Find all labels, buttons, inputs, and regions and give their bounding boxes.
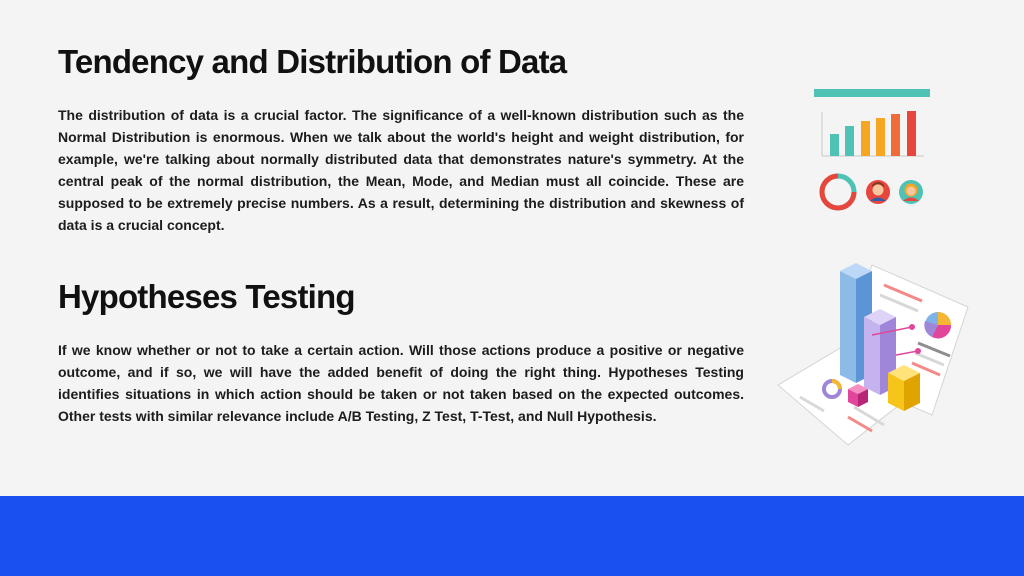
yellow-cube-icon: [888, 365, 920, 411]
avatar-man-icon: [866, 180, 890, 204]
section-title-distribution: Tendency and Distribution of Data: [58, 43, 567, 80]
isometric-report-illustration-icon: [772, 255, 974, 451]
analytics-illustration-icon: [806, 84, 942, 216]
section-body-hypotheses: If we know whether or not to take a certain action. Will those actions produce a positive or negative outcome, and if so, we will have the added benefit of doing the right thing. Hypotheses Testing identifies situations in which action should be taken or not taken based on the expected outcomes. Other tests with similar relevance include A/B Testing, Z Test, T-Test, and Null Hypothesis.: [58, 342, 744, 424]
section-body-distribution: The distribution of data is a crucial factor. The significance of a well-known distribution such as the Normal Distribution is enormous. When we talk about the world's height and weight distribution, for example, we're talking about normally distributed data that demonstrates nature's symmetry. At the central peak of the normal distribution, the Mean, Mode, and Median must all coincide. These are supposed to be extremely precise numbers. As a result, determining the distribution and skewness of data is a crucial concept.: [58, 107, 744, 233]
bottom-accent-bar: [0, 496, 1024, 576]
section-title-hypotheses: Hypotheses Testing: [58, 278, 355, 315]
mini-bar-chart-icon: [830, 111, 916, 156]
teal-header-bar: [814, 89, 930, 97]
avatar-woman-icon: [899, 180, 923, 204]
donut-chart-icon: [822, 176, 854, 208]
